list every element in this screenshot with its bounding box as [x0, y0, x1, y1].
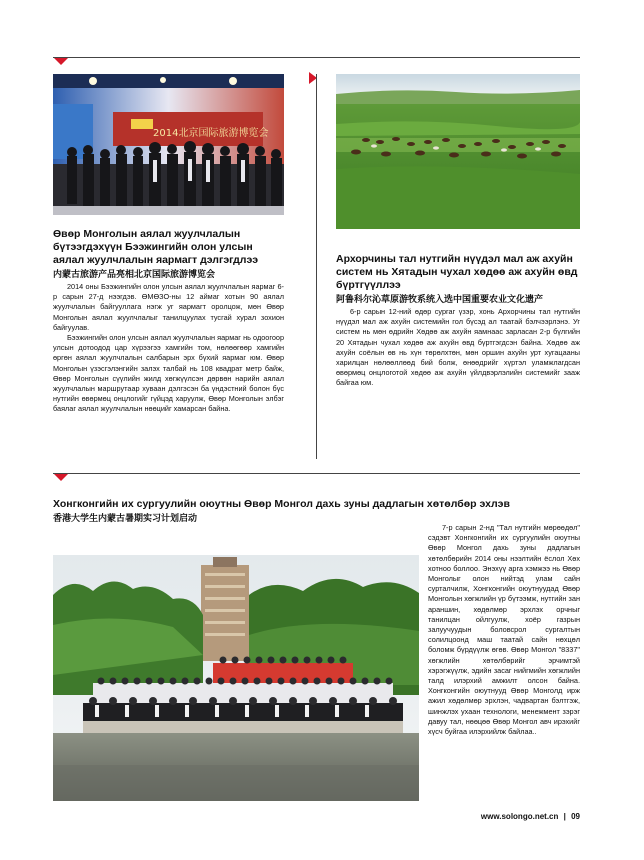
article-1-title: Өвөр Монголын аялал жуулчлалын бүтээгдэхүүн Бээжингийн олон улсын аялал жуулчлалын яармагт дэлгэгдлээ: [53, 228, 259, 266]
article-2-body: [336, 307, 580, 389]
article-3-paragraph: 7-р сарын 2-нд "Тал нутгийн мөрөөдөл" сэдэвт Хонгконгийн их сургуулийн оюутны Өвөр Монгол дахь зуны дадлагын хөтөлбөрийн 2014 оны нээлтийн ёслол Хөх хотноо боллоо. Энэхүү арга хэмжээ нь Өвөр Монголыг олон нийтэд улам сайн сурталчилж, Хонгконгийн оюутнуудад Өвөр Монголын хөгжлийн үр бүтээмж, нутгийн зан араншин, хөдөлмөр эрхлэх орчныг танилцан ойлгуулж, хоёр газрын залуучуудын боловсрол сургалтын солилцоонд маш таатай сайн нөхцөл боломж бүрдүүлж өгөв. Өвөр Монгол "8337" хөгжлийн хөтөлбөрийг эрчимтэй хэрэгжүүлж, эдийн засаг нийгмийн хөгжлийн талд илэрхий амжилт олсон байна. Хонгконгийн оюутнууд Өвөр Монголд ирж ажил хөдөлмөр эрхлэн, чадвартан бэлтгэж, шинжлэх ухаан технологи, менежмент зэрэг давуу тал, нөөцөө Өвөр Монгол авч ирэхийг хүсч буйгаа илэрхийлж байлаа..: [428, 523, 580, 737]
grassland-livestock-photo: [336, 74, 580, 229]
article-3-header: [53, 498, 580, 524]
article-3-body: [428, 523, 580, 737]
student-group-photo: [53, 555, 419, 801]
website-link[interactable]: www.solongo.net.cn: [480, 812, 559, 821]
column-divider: [316, 74, 317, 459]
article-2-paragraph: 6-р сарын 12-ний өдөр сургаг үзэр, хонь Архорчины тал нутгийн нүүдэл мал аж ахуйн системийн гол бүсэд ал таатай бэлчээрлэнэ. Уг систем нь мөн өдрийн Хөдөө аж ахуйн яамнаас зарласан 2-р бүлгийн 20 Хятадын чухал хөдөө аж ахуйн өвд бүртгэгдсэн байна. Хөдөө аж ахуйн соёлын өв нь хүн төрөлхтөн, мөн оршин ахуйн урт хугацааны харилцан нөлөөллөөд бий болж, өнөөдрийг хүртэл уламжлагдсан өвөрмөц онцлоготой хөдөө аж ахуйн үйлдвэрлэлийн системийг зааж байгаа юм.: [336, 307, 580, 388]
article-3-title: Хонгконгийн их сургуулийн оюутны Өвөр Монгол дахь зуны дадлагын хөтөлбөр эхлэв: [53, 498, 510, 510]
article-1-body: [53, 282, 284, 415]
article-1-paragraph: Бээжингийн олон улсын аялал жуулчлалын яармаг нь одоогоор улсын дотоодод цар хүрээгээ хамгийн том, нөлөөгөөр хамгийн өргөн аялал жуулчлалын салбарын эрх бүхий яармаг юм. Өвөр Монголын үзэсгэлэнгийн залэх талбай нь 108 квадрат метр байж, Өвөр Монголын сүүлийн жилд хөгжүүлсэн дөрвөн нарийн аялал жуулчлалын маршрутаар хуваан дэлгэсэн ба үндэстний болон бүс нутгийн өвөрмөц онцлогийг гүйцэд харуулж, Өвөр Монголын элбэг баялаг аялал жуулчлалын нөөцийг хамарсан байна.: [53, 333, 284, 414]
article-3-subtitle: 香港大学生内蒙古暑期实习计划启动: [53, 513, 198, 523]
page-footer: [468, 812, 580, 821]
expo-opening-photo: [53, 74, 284, 215]
article-2-title: Архорчины тал нутгийн нүүдэл мал аж ахуйн систем нь Хятадын чухал хөдөө аж ахуйн өвд бүртгүүллээ: [336, 253, 578, 291]
red-triangle-marker: [54, 474, 68, 481]
page-number: 09: [571, 812, 580, 821]
article-2: [336, 253, 580, 389]
top-rule: [53, 57, 580, 58]
article-1-subtitle: 内蒙古旅游产品亮相北京国际旅游博览会: [53, 269, 216, 279]
footer-separator: |: [563, 812, 566, 821]
section-rule: [53, 473, 580, 474]
article-2-subtitle: 阿鲁科尔沁草原游牧系统入选中国重要农业文化遗产: [336, 294, 544, 304]
expo-banner-text: 2014北京国际旅游博览会: [153, 128, 269, 139]
article-1: [53, 228, 284, 415]
article-1-paragraph: 2014 оны Бээжингийн олон улсын аялал жуулчлалын яармаг 6-р сарын 27-д нээгдэв. ӨМӨЗО-ны 12 аймаг хотын 90 аялал жуулчлалын байгууллага нэгж уг яармагт оролцож, мөн Өвөр Монголын аялал жуулчлалыг танилцуулах тусгай хурал зохион байгуулав.: [53, 282, 284, 332]
red-triangle-marker: [54, 58, 68, 65]
